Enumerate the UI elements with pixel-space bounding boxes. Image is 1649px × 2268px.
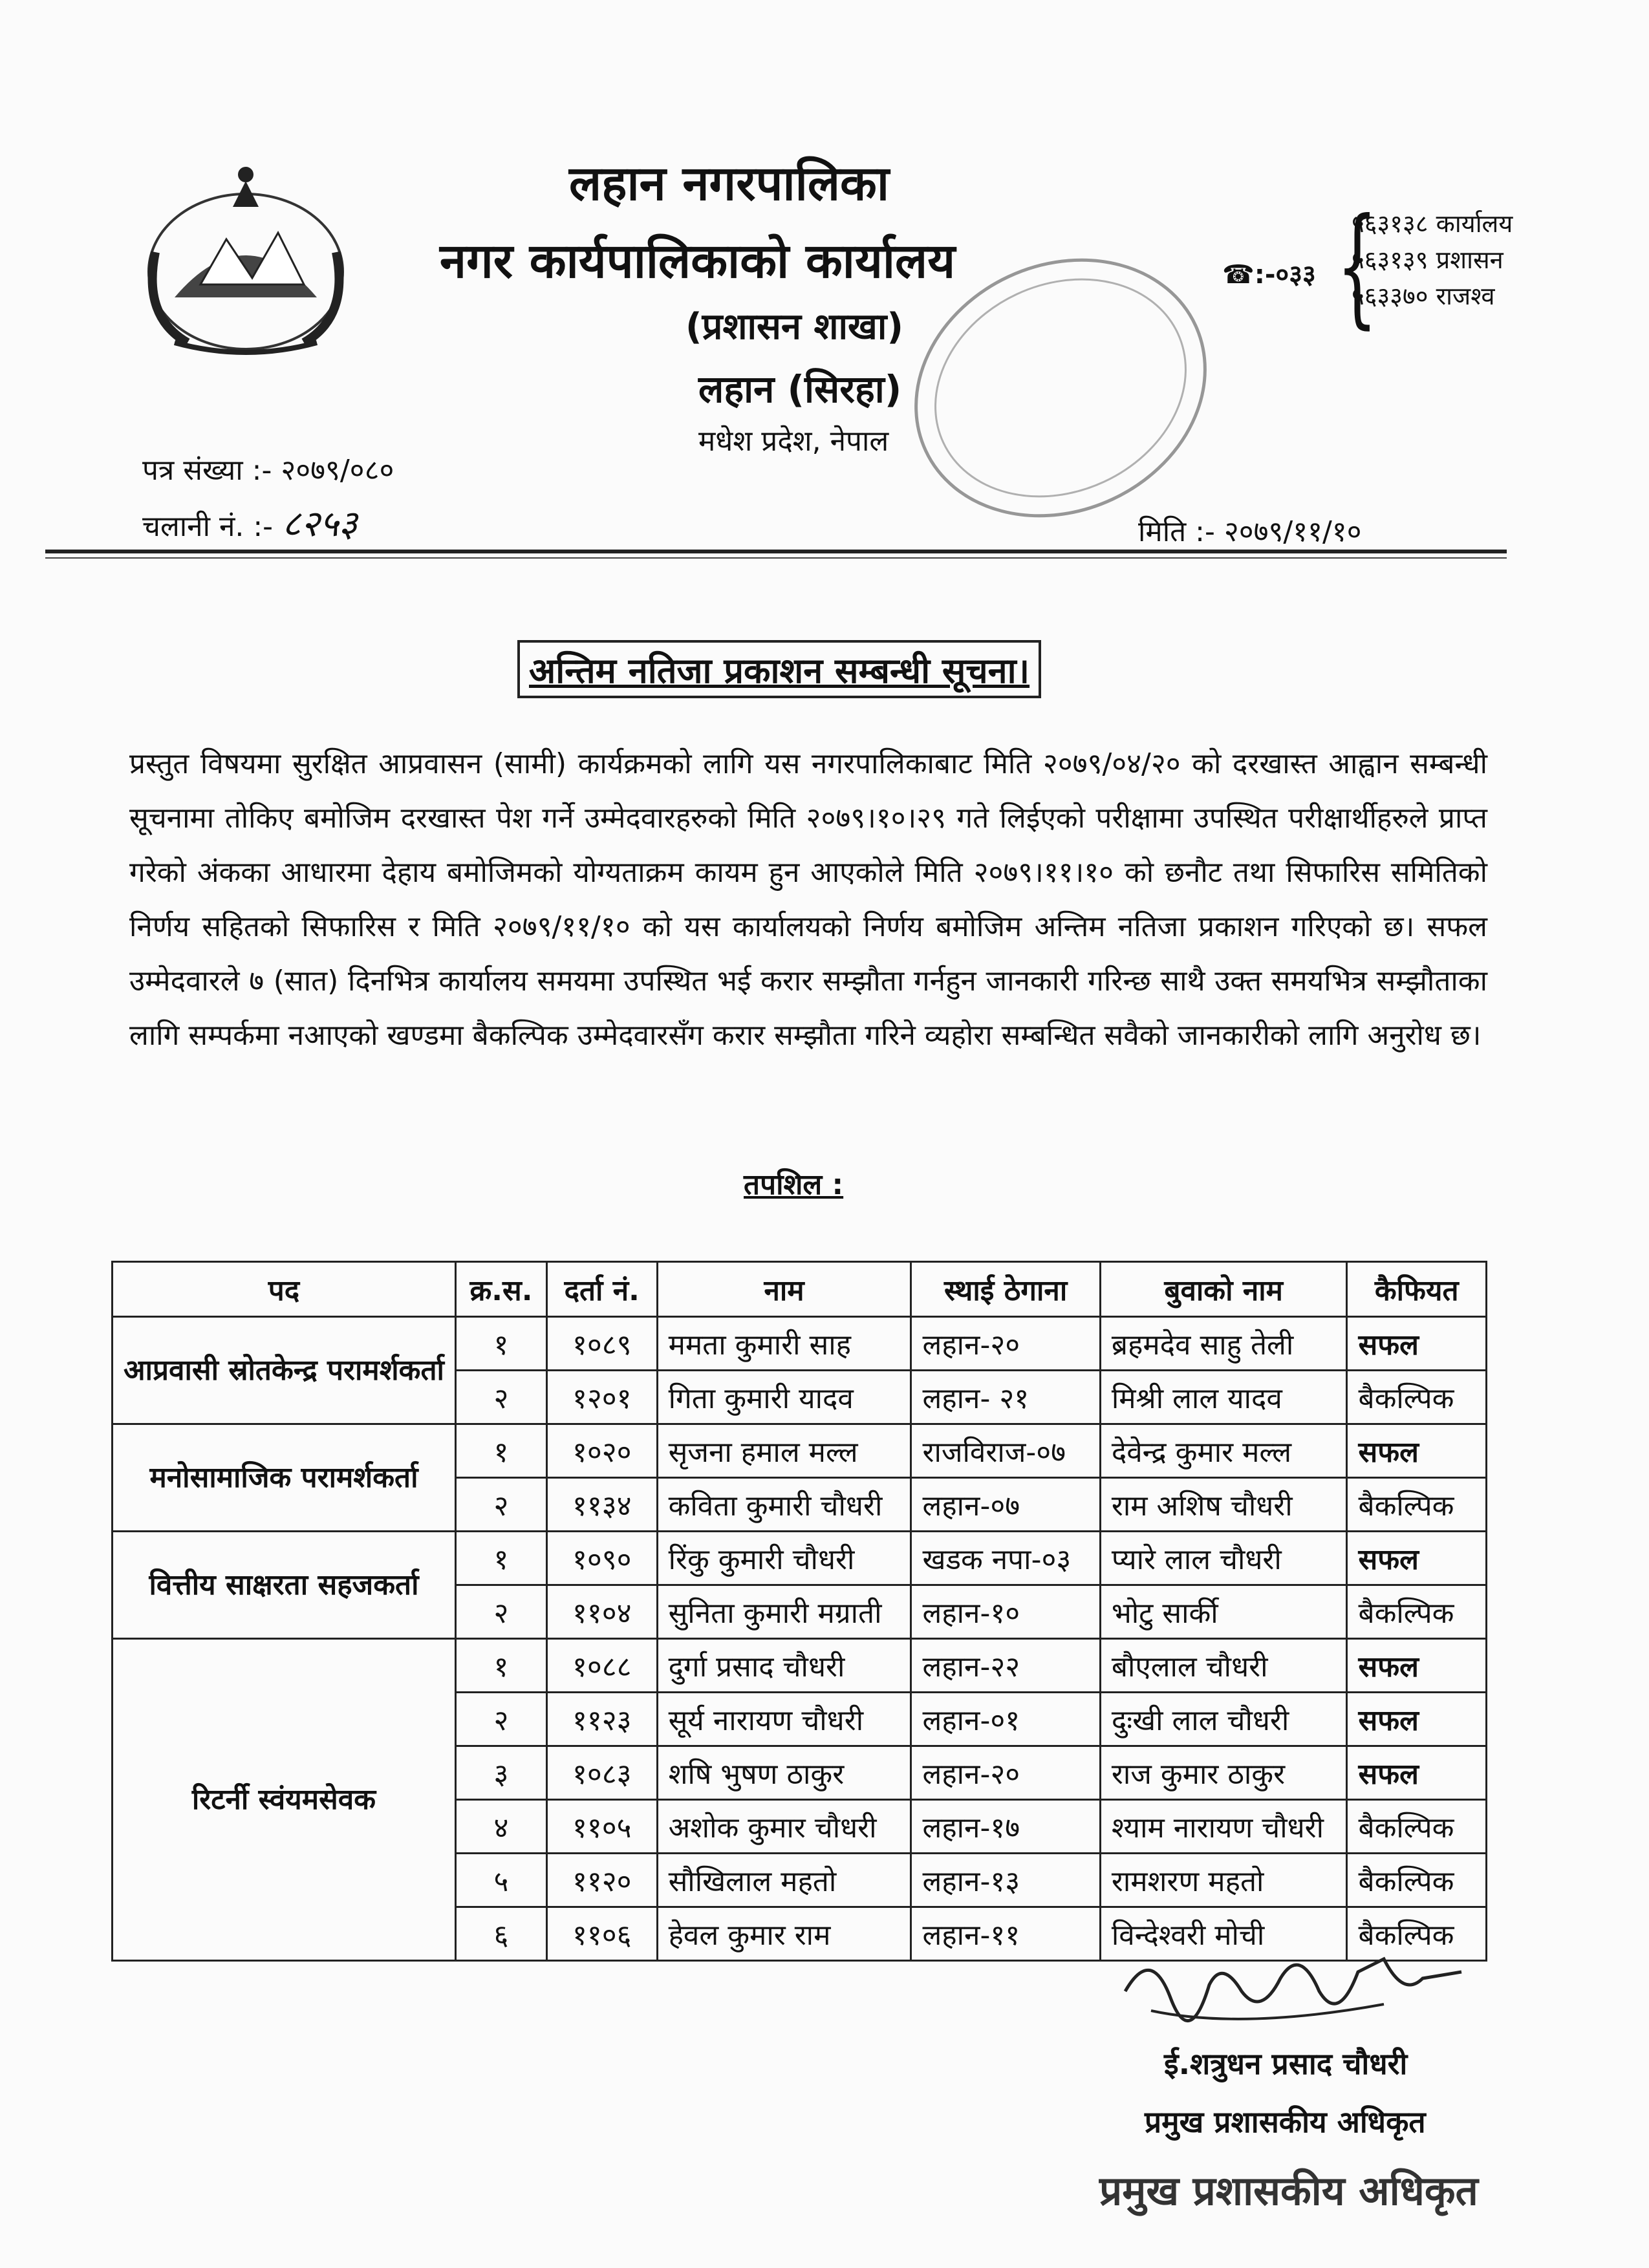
reg-cell: १२०१ [546,1371,657,1424]
table-row [113,1317,1487,1371]
col-header-sn: क्र.स. [455,1262,546,1317]
remark-cell: सफल [1347,1424,1487,1478]
father-cell: दुःखी लाल चौधरी [1100,1693,1347,1746]
sn-cell: २ [455,1585,546,1639]
remark-cell: बैकल्पिक [1347,1478,1487,1532]
table-row [113,1424,1487,1478]
sn-cell: १ [455,1317,546,1371]
address-cell: लहान-२२ [911,1639,1100,1693]
signatory-stamp: प्रमुख प्रशासकीय अधिकृत [1099,2167,1478,2214]
sn-cell: १ [455,1639,546,1693]
dispatch-number [142,498,358,547]
post-cell: वित्तीय साक्षरता सहजकर्ता [113,1532,456,1639]
father-cell: मिश्री लाल यादव [1100,1371,1347,1424]
father-cell: रामशरण महतो [1100,1854,1347,1907]
col-header-name: नाम [657,1262,911,1317]
address-cell: लहान-०७ [911,1478,1100,1532]
col-header-father: बुवाको नाम [1100,1262,1347,1317]
col-header-post: पद [113,1262,456,1317]
father-cell: श्याम नारायण चौधरी [1100,1800,1347,1854]
sn-cell: २ [455,1478,546,1532]
details-heading: तपशिल : [744,1168,844,1201]
remark-cell: सफल [1347,1693,1487,1746]
address-cell: लहान-१३ [911,1854,1100,1907]
reg-cell: ११०५ [546,1800,657,1854]
org-name: लहान नगरपालिका [569,156,889,211]
name-cell: गिता कुमारी यादव [657,1371,911,1424]
post-cell: रिटर्नी स्वंयमसेवक [113,1639,456,1961]
col-header-address: स्थाई ठेगाना [911,1262,1100,1317]
remark-cell: बैकल्पिक [1347,1371,1487,1424]
remark-cell: सफल [1347,1317,1487,1371]
phone-admin: ५६३१३९ प्रशासन [1352,246,1503,274]
office-stamp-icon [892,252,1229,524]
remark-cell: सफल [1347,1746,1487,1800]
reg-cell: ११२० [546,1854,657,1907]
letter-number: पत्र संख्या :- २०७९/०८० [142,454,394,487]
reg-cell: १०८८ [546,1639,657,1693]
name-cell: सुनिता कुमारी मग्राती [657,1585,911,1639]
father-cell: भोटु सार्की [1100,1585,1347,1639]
nepal-emblem-icon [129,155,362,369]
dispatch-value: ८२५३ [282,503,358,545]
address-cell: खडक नपा-०३ [911,1532,1100,1585]
table-row [113,1639,1487,1693]
header-divider [45,550,1507,553]
reg-cell: १०२० [546,1424,657,1478]
name-cell: रिंकु कुमारी चौधरी [657,1532,911,1585]
name-cell: सौखिलाल महतो [657,1854,911,1907]
handwritten-signature-icon [1112,1933,1474,2037]
remark-cell: बैकल्पिक [1347,1585,1487,1639]
col-header-remark: कैफियत [1347,1262,1487,1317]
sn-cell: २ [455,1371,546,1424]
father-cell: विन्देश्वरी मोची [1100,1907,1347,1961]
father-cell: राम अशिष चौधरी [1100,1478,1347,1532]
reg-cell: ११०४ [546,1585,657,1639]
name-cell: कविता कुमारी चौधरी [657,1478,911,1532]
remark-cell: बैकल्पिक [1347,1800,1487,1854]
signatory-name: ई.शत्रुधन प्रसाद चौधरी [1164,2046,1408,2081]
notice-title: अन्तिम नतिजा प्रकाशन सम्बन्धी सूचना। [517,640,1041,698]
sn-cell: ४ [455,1800,546,1854]
name-cell: ममता कुमारी साह [657,1317,911,1371]
post-cell: आप्रवासी स्रोतकेन्द्र परामर्शकर्ता [113,1317,456,1424]
province: मधेश प्रदेश, नेपाल [698,425,889,458]
remark-cell: सफल [1347,1639,1487,1693]
name-cell: सृजना हमाल मल्ल [657,1424,911,1478]
phone-revenue: ५६३३७० राजश्व [1352,282,1495,310]
dispatch-label: चलानी नं. :- [142,510,274,543]
signatory-title: प्रमुख प्रशासकीय अधिकृत [1145,2104,1426,2139]
col-header-reg: दर्ता नं. [546,1262,657,1317]
table-row [113,1532,1487,1585]
header-divider-thin [45,557,1507,559]
results-table [111,1261,1487,1962]
sn-cell: ६ [455,1907,546,1961]
reg-cell: ११२३ [546,1693,657,1746]
phone-office: ५६३१३८ कार्यालय [1352,209,1513,238]
name-cell: अशोक कुमार चौधरी [657,1800,911,1854]
reg-cell: १०८३ [546,1746,657,1800]
address-cell: लहान- २१ [911,1371,1100,1424]
father-cell: राज कुमार ठाकुर [1100,1746,1347,1800]
branch-name: (प्रशासन शाखा) [685,306,903,348]
office-location: लहान (सिरहा) [698,367,902,411]
phone-prefix: ☎:-०३३ [1222,260,1316,290]
reg-cell: ११३४ [546,1478,657,1532]
address-cell: लहान-२० [911,1317,1100,1371]
name-cell: सूर्य नारायण चौधरी [657,1693,911,1746]
remark-cell: सफल [1347,1532,1487,1585]
phone-brace: { [1336,191,1378,341]
name-cell: हेवल कुमार राम [657,1907,911,1961]
reg-cell: १०८९ [546,1317,657,1371]
remark-cell: बैकल्पिक [1347,1854,1487,1907]
reg-cell: ११०६ [546,1907,657,1961]
address-cell: लहान-१० [911,1585,1100,1639]
phone-list [1352,206,1513,314]
father-cell: प्यारे लाल चौधरी [1100,1532,1347,1585]
address-cell: लहान-०१ [911,1693,1100,1746]
reg-cell: १०९० [546,1532,657,1585]
sn-cell: १ [455,1424,546,1478]
post-cell: मनोसामाजिक परामर्शकर्ता [113,1424,456,1532]
remark-cell: बैकल्पिक [1347,1907,1487,1961]
sn-cell: २ [455,1693,546,1746]
father-cell: बौएलाल चौधरी [1100,1639,1347,1693]
address-cell: लहान-१७ [911,1800,1100,1854]
name-cell: शषि भुषण ठाकुर [657,1746,911,1800]
sn-cell: १ [455,1532,546,1585]
table-header-row [113,1262,1487,1317]
letter-date: मिति :- २०७९/११/१० [1138,515,1362,548]
address-cell: लहान-२० [911,1746,1100,1800]
sn-cell: ३ [455,1746,546,1800]
name-cell: दुर्गा प्रसाद चौधरी [657,1639,911,1693]
address-cell: राजविराज-०७ [911,1424,1100,1478]
father-cell: ब्रहमदेव साहु तेली [1100,1317,1347,1371]
sn-cell: ५ [455,1854,546,1907]
notice-body: प्रस्तुत विषयमा सुरक्षित आप्रवासन (सामी) कार्यक्रमको लागि यस नगरपालिकाबाट मिति २०७९/०४/२० को दरखास्त आह्वान सम्बन्धी सूचनामा तोकिए बमोजिम दरखास्त पेश गर्ने उम्मेदवारहरुको मिति २०७९।१०।२९ गते लिईएको परीक्षामा उपस्थित परीक्षार्थीहरुले प्राप्त गरेको अंकका आधारमा देहाय बमोजिमको योग्यताक्रम कायम हुन आएकोले मिति २०७९।११।१० को छनौट तथा सिफारिस समितिको निर्णय सहितको सिफारिस र मिति २०७९/११/१० को यस कार्यालयको निर्णय बमोजिम अन्तिम नतिजा प्रकाशन गरिएको छ। सफल उम्मेदवारले ७ (सात) दिनभित्र कार्यालय समयमा उपस्थित भई करार सम्झौता गर्नहुन जानकारी गरिन्छ साथै उक्त समयभित्र सम्झौताका लागि सम्पर्कमा नआएको खण्डमा बैकल्पिक उम्मेदवारसँग करार सम्झौता गरिने व्यहोरा सम्बन्धित सवैको जानकारीको लागि अनुरोध छ। [129,747,1487,1052]
father-cell: देवेन्द्र कुमार मल्ल [1100,1424,1347,1478]
office-name: नगर कार्यपालिकाको कार्यालय [440,233,956,289]
address-cell: लहान-११ [911,1907,1100,1961]
